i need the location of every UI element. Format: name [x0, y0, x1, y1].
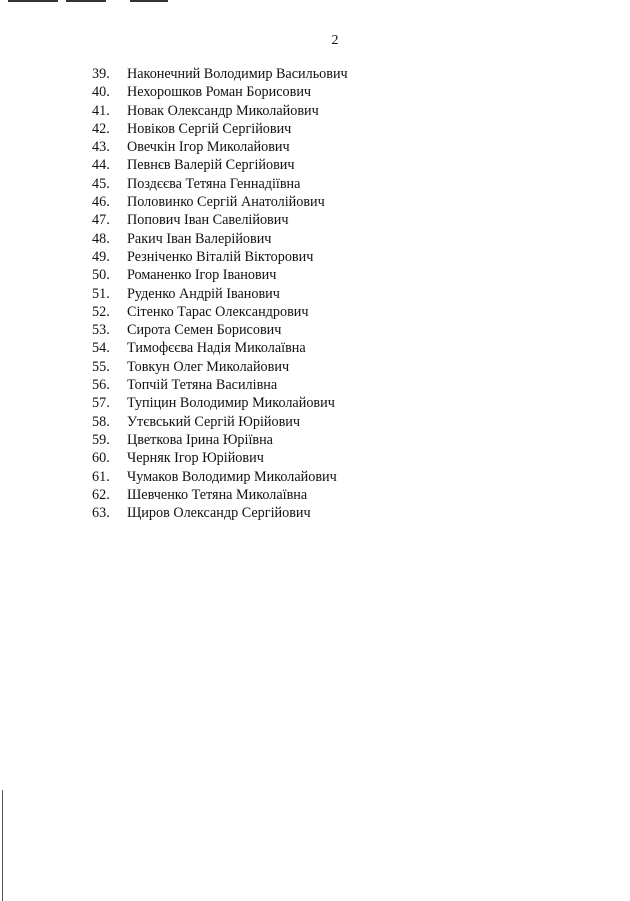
item-name: Новіков Сергій Сергійович [127, 120, 292, 137]
item-number: 48. [92, 230, 110, 247]
item-name: Овечкін Ігор Миколайович [127, 139, 290, 156]
item-name: Тупіцин Володимир Миколайович [127, 395, 335, 412]
scan-edge-line [2, 790, 3, 901]
item-name: Романенко Ігор Іванович [127, 267, 277, 284]
item-number: 62. [92, 486, 110, 503]
list-item [92, 321, 348, 339]
item-name: Тимофєєва Надія Миколаївна [127, 340, 306, 357]
list-item [92, 303, 348, 321]
item-number: 46. [92, 194, 110, 211]
list-item [92, 138, 348, 156]
item-name: Черняк Ігор Юрійович [127, 450, 264, 467]
item-name: Чумаков Володимир Миколайович [127, 468, 337, 485]
item-number: 39. [92, 66, 110, 82]
list-item [92, 376, 348, 394]
item-name: Ракич Іван Валерійович [127, 230, 272, 247]
item-name: Товкун Олег Миколайович [127, 358, 290, 375]
item-number: 60. [92, 450, 110, 467]
list-item [92, 285, 348, 303]
list-item [92, 266, 348, 284]
item-number: 55. [92, 358, 110, 375]
item-number: 49. [92, 248, 110, 265]
item-number: 44. [92, 157, 110, 174]
item-number: 61. [92, 468, 110, 485]
item-name: Цветкова Ірина Юріївна [127, 431, 273, 448]
item-number: 42. [92, 120, 110, 137]
item-name: Попович Іван Савелійович [127, 212, 289, 229]
item-number: 63. [92, 505, 110, 522]
item-name: Певнєв Валерій Сергійович [127, 157, 295, 174]
scan-artifact-line [66, 0, 106, 2]
list-item [92, 211, 348, 229]
scan-artifact-line [130, 0, 168, 2]
name-list [92, 65, 348, 522]
item-number: 43. [92, 139, 110, 156]
list-item [92, 120, 348, 138]
list-item [92, 431, 348, 449]
list-item [92, 230, 348, 248]
page-number: 2 [331, 33, 339, 48]
item-number: 58. [92, 413, 110, 430]
list-item [92, 193, 348, 211]
item-name: Наконечний Володимир Васильович [127, 66, 348, 82]
item-name: Топчій Тетяна Василівна [127, 377, 278, 394]
list-item [92, 248, 348, 266]
item-number: 57. [92, 395, 110, 412]
item-number: 53. [92, 322, 110, 339]
list-item [92, 468, 348, 486]
list-item [92, 156, 348, 174]
list-item [92, 449, 348, 467]
list-item [92, 358, 348, 376]
item-name: Новак Олександр Миколайович [127, 102, 319, 119]
list-item [92, 175, 348, 193]
list-item [92, 413, 348, 431]
item-name: Половинко Сергій Анатолійович [127, 194, 325, 211]
list-item [92, 394, 348, 412]
item-number: 51. [92, 285, 110, 302]
item-number: 54. [92, 340, 110, 357]
item-name: Руденко Андрій Іванович [127, 285, 280, 302]
item-name: Сітенко Тарас Олександрович [127, 303, 309, 320]
item-number: 50. [92, 267, 110, 284]
item-name: Шевченко Тетяна Миколаївна [127, 486, 308, 503]
item-number: 56. [92, 377, 110, 394]
list-item [92, 65, 348, 83]
item-number: 40. [92, 84, 110, 101]
item-number: 59. [92, 431, 110, 448]
list-item [92, 504, 348, 522]
item-number: 45. [92, 175, 110, 192]
item-number: 47. [92, 212, 110, 229]
list-item [92, 83, 348, 101]
item-name: Утєвський Сергій Юрійович [127, 413, 301, 430]
scan-artifact-line [8, 0, 58, 2]
list-item [92, 102, 348, 120]
item-name: Поздєєва Тетяна Геннадіївна [127, 175, 301, 192]
item-number: 41. [92, 102, 110, 119]
list-item [92, 486, 348, 504]
item-name: Нехорошков Роман Борисович [127, 84, 312, 101]
item-name: Щиров Олександр Сергійович [127, 505, 311, 522]
item-number: 52. [92, 303, 110, 320]
item-name: Сирота Семен Борисович [127, 322, 282, 339]
item-name: Резніченко Віталій Вікторович [127, 248, 314, 265]
list-item [92, 339, 348, 357]
